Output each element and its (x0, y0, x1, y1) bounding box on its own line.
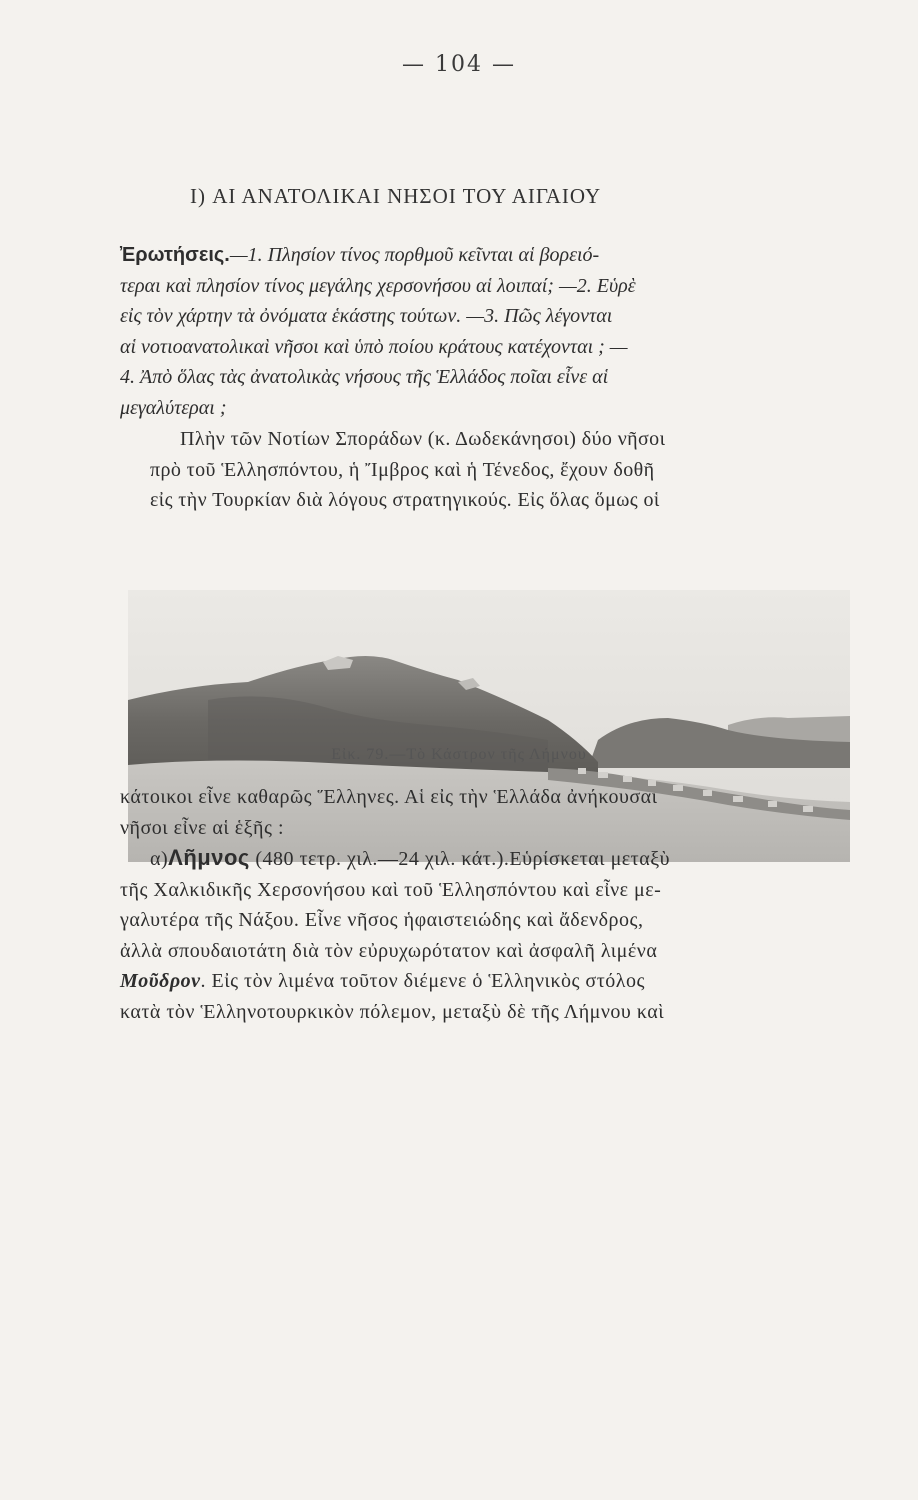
questions-block (120, 240, 850, 423)
item-a-marker: α) (150, 848, 169, 870)
lemnos-term: Λῆμνος (168, 845, 250, 870)
questions-label: Ἐρωτήσεις. (120, 244, 230, 266)
questions-line-4: αἱ νοτιοανατολικαὶ νῆσοι καὶ ὑπὸ ποίου κράτους κατέχονται ; — (120, 335, 628, 358)
body-paragraph-bottom (120, 782, 850, 1027)
figure-caption: Εἰκ. 79.—Τὸ Κάστρον τῆς Λήμνου (331, 746, 587, 763)
body-paragraph-top (120, 424, 850, 516)
body-bottom-line-2: νῆσοι εἶνε αἱ ἑξῆς : (120, 816, 284, 839)
body-top-line-1: Πλὴν τῶν Νοτίων Σποράδων (κ. Δωδεκάνησοι) δύο νῆσοι (180, 428, 666, 450)
body-top-line-3: εἰς τὴν Τουρκίαν διὰ λόγους στρατηγικούς. Εἰς ὅλας ὅμως οἱ (150, 489, 660, 511)
item-a-details: (480 τετρ. χιλ.—24 χιλ. κάτ.).Εὑρίσκεται μεταξὺ (249, 848, 671, 870)
questions-line-2: τεραι καὶ πλησίον τίνος μεγάλης χερσονήσου αἱ λοιπαί; —2. Εὑρὲ (120, 274, 636, 297)
body-top-line-2: πρὸ τοῦ Ἑλλησπόντου, ἡ Ἴμβρος καὶ ἡ Τένεδος, ἔχουν δοθῆ (150, 458, 655, 481)
body-bottom-last-line: κατὰ τὸν Ἑλληνοτουρκικὸν πόλεμον, μεταξὺ δὲ τῆς Λήμνου καὶ (120, 1000, 665, 1023)
body-bottom-line-6: ἀλλὰ σπουδαιοτάτη διὰ τὸν εὐρυχωρότατον καὶ ἀσφαλῆ λιμένα (120, 939, 658, 962)
section-title: I) ΑΙ ΑΝΑΤΟΛΙΚΑΙ ΝΗΣΟΙ ΤΟΥ ΑΙΓΑΙΟΥ (190, 184, 602, 208)
questions-line-5: 4. Ἀπὸ ὅλας τὰς ἀνατολικὰς νήσους τῆς Ἑλλάδος ποῖαι εἶνε αἱ (120, 366, 609, 388)
moudros-line: Μοῦδρον. Εἰς τὸν λιμένα τοῦτον διέμενε ὁ Ἑλληνικὸς στόλος (120, 970, 645, 992)
body-bottom-line-4: τῆς Χαλκιδικῆς Χερσονήσου καὶ τοῦ Ἑλλησπόντου καὶ εἶνε με- (120, 878, 662, 901)
moudros-term: Μοῦδρον (120, 970, 201, 992)
page-number: — 104 — (402, 52, 516, 77)
questions-line-6: μεγαλύτεραι ; (120, 396, 227, 419)
item-a-line (120, 843, 850, 875)
questions-line-1: Ἐρωτήσεις.—1. Πλησίον τίνος πορθμοῦ κεῖνται αἱ βορειό- (120, 244, 600, 266)
questions-line-3: εἰς τὸν χάρτην τὰ ὀνόματα ἑκάστης τούτων. —3. Πῶς λέγονται (120, 305, 613, 327)
body-bottom-line-5: γαλυτέρα τῆς Νάξου. Εἶνε νῆσος ἡφαιστειώδης καὶ ἄδενδρος, (120, 909, 644, 931)
body-bottom-line-1: κάτοικοι εἶνε καθαρῶς Ἕλληνες. Αἱ εἰς τὴν Ἑλλάδα ἀνήκουσαι (120, 786, 658, 808)
